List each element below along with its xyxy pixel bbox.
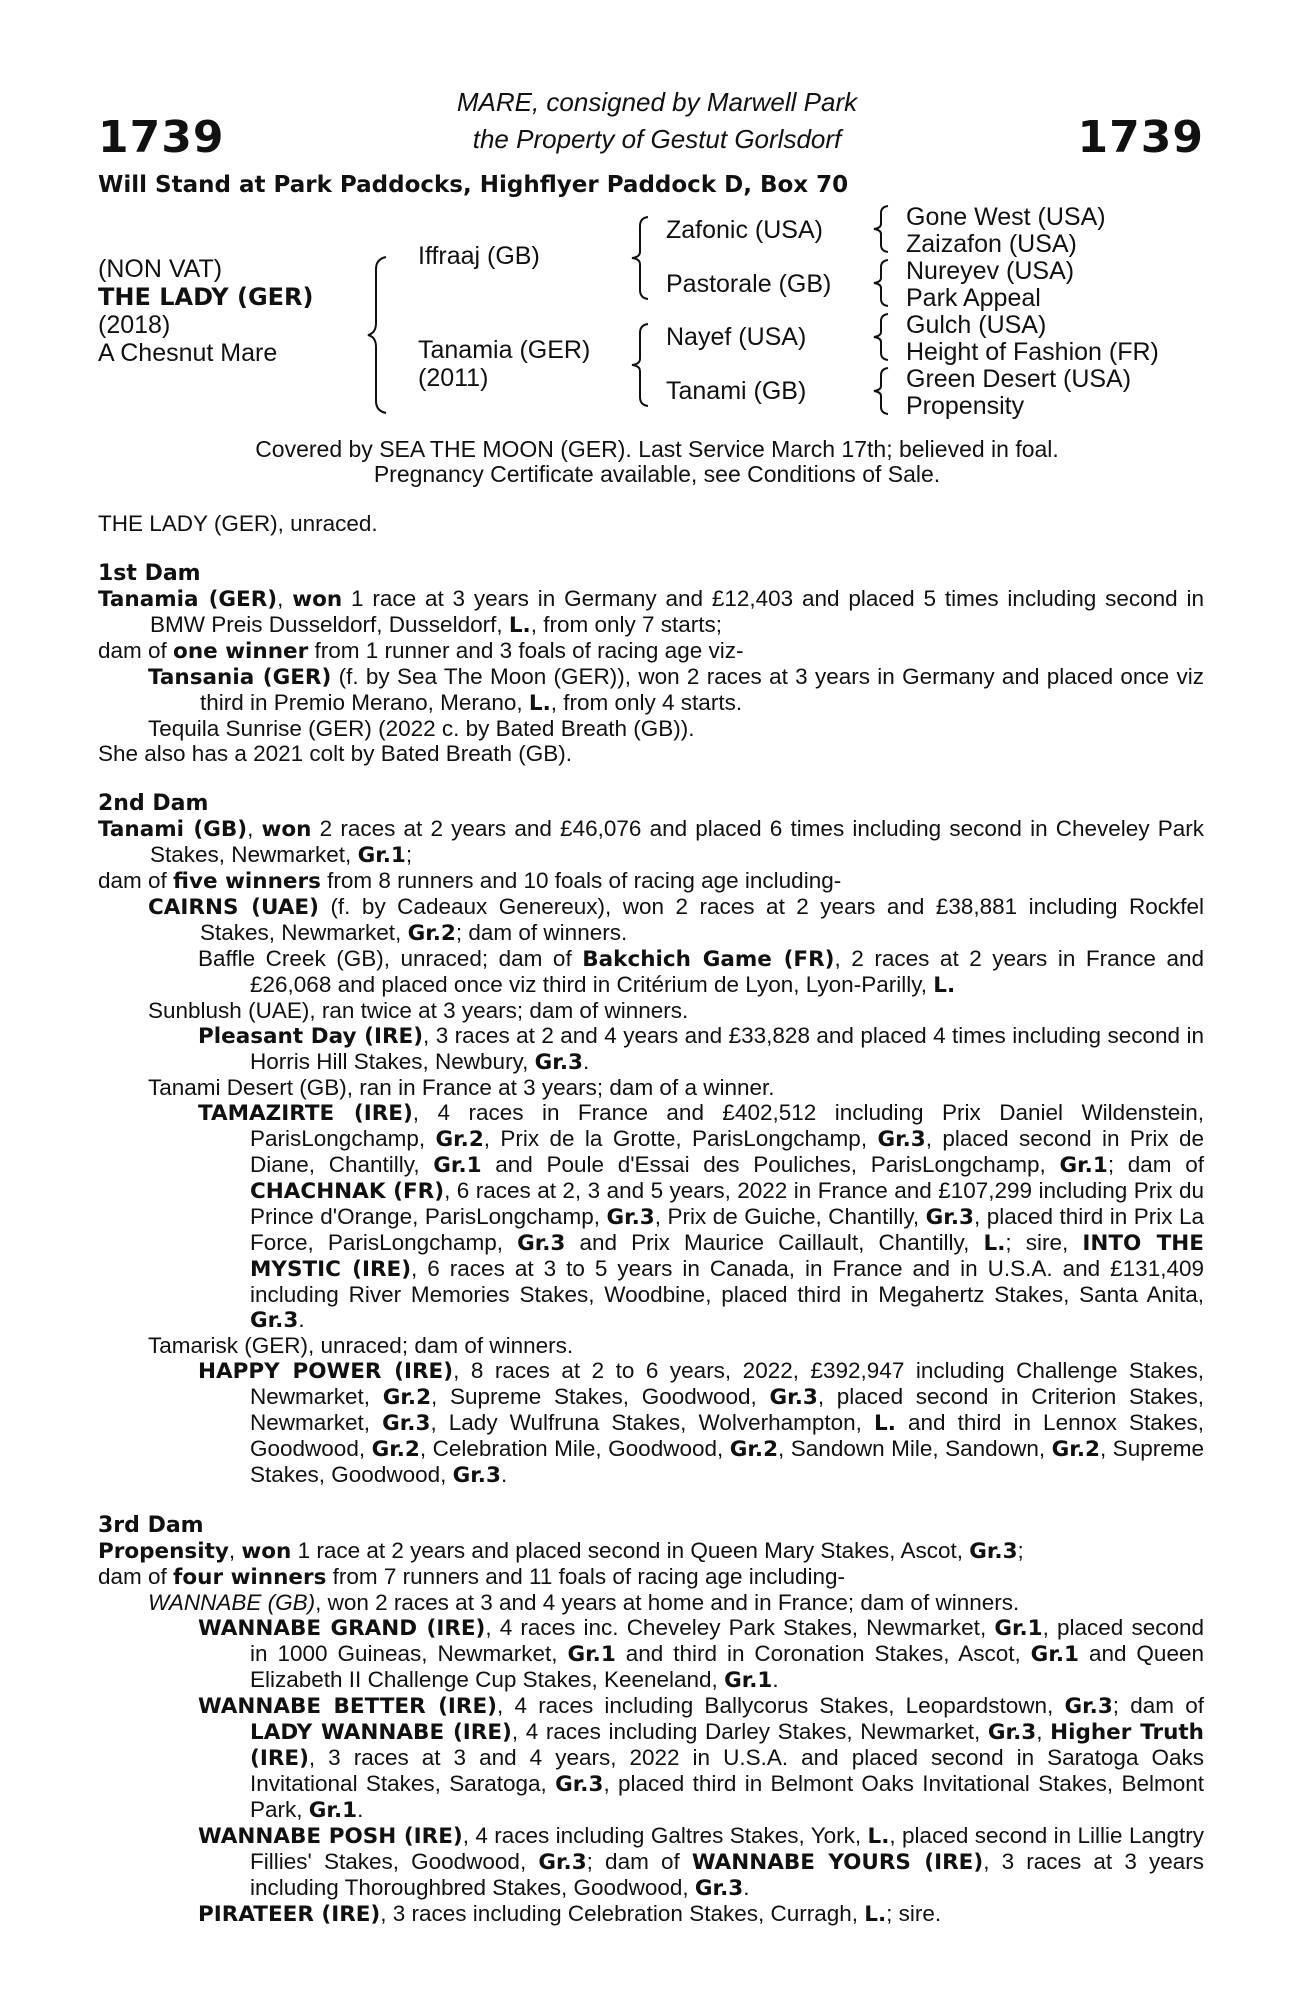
vat-status: (NON VAT) — [98, 255, 223, 283]
dam-dam: Tanami (GB) — [666, 377, 807, 405]
pedigree-brace-g3-2 — [872, 258, 892, 308]
first-dam-produce-summary: dam of one winner from 1 runner and 3 foals of racing age viz- — [98, 638, 744, 664]
horse-year: (2018) — [98, 311, 171, 339]
consignment-line-2: the Property of Gestut Gorlsdorf — [472, 124, 842, 154]
third-dam-wannabe-posh: WANNABE POSH (IRE), 4 races including Galtres Stakes, York, L., placed second in Lillie Langtry Fillies' Stakes, Goodwood, Gr.3; dam of WANNABE YOURS (IRE), 3 races at 3 years including Thoroughbred Stakes, Goodwood, Gr.3. — [198, 1823, 1204, 1901]
second-dam-tamazirte: TAMAZIRTE (IRE), 4 races in France and £402,512 including Prix Daniel Wildenstein, ParisLongchamp, Gr.2, Prix de la Grotte, ParisLongchamp, Gr.3, placed second in Prix de Diane, Chantilly, Gr.1 and Poule d'Essai des Pouliches, ParisLongchamp, Gr.1; dam of CHACHNAK (FR), 6 races at 2, 3 and 5 years, 2022 in France and £107,299 including Prix du Prince d'Orange, ParisLongchamp, Gr.3, Prix de Guiche, Chantilly, Gr.3, placed third in Prix La Force, ParisLongchamp, Gr.3 and Prix Maurice Caillault, Chantilly, L.; sire, INTO THE MYSTIC (IRE), 6 races at 3 to 5 years in Canada, in France and in U.S.A. and £131,409 including River Memories Stakes, Woodbine, placed third in Megahertz Stakes, Santa Anita, Gr.3. — [198, 1100, 1205, 1333]
lot-number-left: 1739 — [98, 112, 225, 163]
covering-line-1: Covered by SEA THE MOON (GER). Last Service March 17th; believed in foal. — [255, 436, 1059, 462]
second-dam-pleasant-day: Pleasant Day (IRE), 3 races at 2 and 4 years and £33,828 and placed 4 times including second in Horris Hill Stakes, Newbury, Gr.3. — [198, 1023, 1204, 1075]
second-dam-produce-summary: dam of five winners from 8 runners and 10 foals of racing age including- — [98, 868, 842, 894]
g4-5: Gulch (USA) — [906, 311, 1047, 339]
sire-dam: Pastorale (GB) — [666, 270, 832, 298]
third-dam-produce-summary: dam of four winners from 7 runners and 11 foals of racing age including- — [98, 1564, 846, 1590]
first-dam-heading: 1st Dam — [98, 561, 201, 586]
third-dam-wannabe: WANNABE (GB), won 2 races at 3 and 4 years at home and in France; dam of winners. — [148, 1590, 1020, 1615]
second-dam-tanami-desert: Tanami Desert (GB), ran in France at 3 years; dam of a winner. — [148, 1075, 775, 1100]
pedigree-brace-sire — [630, 215, 654, 301]
dam-year: (2011) — [418, 364, 489, 392]
first-dam-offspring-1: Tansania (GER) (f. by Sea The Moon (GER)), won 2 races at 3 years in Germany and placed once viz third in Premio Merano, Merano, L., from only 4 starts. — [148, 664, 1204, 716]
g4-2: Zaizafon (USA) — [906, 230, 1077, 258]
second-dam-happy-power: HAPPY POWER (IRE), 8 races at 2 to 6 years, 2022, £392,947 including Challenge Stakes, Newmarket, Gr.2, Supreme Stakes, Goodwood, Gr.3, placed second in Criterion Stakes, Newmarket, Gr.3, Lady Wulfruna Stakes, Wolverhampton, L. and third in Lennox Stakes, Goodwood, Gr.2, Celebration Mile, Goodwood, Gr.2, Sandown Mile, Sandown, Gr.2, Supreme Stakes, Goodwood, Gr.3. — [198, 1358, 1205, 1488]
horse-name: THE LADY (GER) — [98, 283, 314, 311]
dam-sire: Nayef (USA) — [666, 323, 807, 351]
second-dam-sunblush: Sunblush (UAE), ran twice at 3 years; dam of winners. — [148, 998, 689, 1023]
first-dam-also: She also has a 2021 colt by Bated Breath (GB). — [98, 741, 573, 766]
second-dam-record: Tanami (GB), won 2 races at 2 years and £46,076 and placed 6 times including second in Cheveley Park Stakes, Newmarket, Gr.1; — [98, 816, 1204, 868]
g4-1: Gone West (USA) — [906, 203, 1106, 231]
second-dam-cairns: CAIRNS (UAE) (f. by Cadeaux Genereux), won 2 races at 2 years and £38,881 including Rockfel Stakes, Newmarket, Gr.2; dam of winners. — [148, 894, 1204, 946]
pedigree-brace-dam — [630, 322, 654, 408]
pedigree-brace-g3-3 — [872, 312, 892, 362]
third-dam-wannabe-better: WANNABE BETTER (IRE), 4 races including Ballycorus Stakes, Leopardstown, Gr.3; dam of LADY WANNABE (IRE), 4 races including Darley Stakes, Newmarket, Gr.3, Higher Truth (IRE), 3 races at 3 and 4 years, 2022 in U.S.A. and placed second in Saratoga Oaks Invitational Stakes, Saratoga, Gr.3, placed third in Belmont Oaks Invitational Stakes, Belmont Park, Gr.1. — [198, 1693, 1204, 1823]
lot-number-right: 1739 — [1077, 112, 1204, 163]
third-dam-wannabe-grand: WANNABE GRAND (IRE), 4 races inc. Cheveley Park Stakes, Newmarket, Gr.1, placed second in 1000 Guineas, Newmarket, Gr.1 and third in Coronation Stakes, Ascot, Gr.1 and Queen Elizabeth II Challenge Cup Stakes, Keeneland, Gr.1. — [198, 1615, 1204, 1693]
first-dam-name: Tanamia (GER) — [98, 587, 278, 612]
g4-6: Height of Fashion (FR) — [906, 338, 1159, 366]
g4-8: Propensity — [906, 392, 1025, 420]
g4-3: Nureyev (USA) — [906, 257, 1075, 285]
sire-name: Iffraaj (GB) — [418, 242, 540, 270]
third-dam-pirateer: PIRATEER (IRE), 3 races including Celebration Stakes, Curragh, L.; sire. — [198, 1901, 942, 1927]
dam-name: Tanamia (GER) — [418, 336, 591, 364]
first-dam-record: Tanamia (GER), won 1 race at 3 years in Germany and £12,403 and placed 5 times including second in BMW Preis Dusseldorf, Dusseldorf, L., from only 7 starts; — [98, 586, 1204, 638]
consignment-line-1: MARE, consigned by Marwell Park — [456, 87, 858, 117]
covering-line-2: Pregnancy Certificate available, see Conditions of Sale. — [373, 461, 941, 487]
pedigree-brace-g3-1 — [872, 204, 892, 254]
second-dam-baffle-creek: Baffle Creek (GB), unraced; dam of Bakchich Game (FR), 2 races at 2 years in France and £26,068 and placed once viz third in Critérium de Lyon, Lyon-Parilly, L. — [198, 946, 1205, 998]
second-dam-tamarisk: Tamarisk (GER), unraced; dam of winners. — [148, 1333, 574, 1358]
g4-4: Park Appeal — [906, 284, 1041, 312]
second-dam-heading: 2nd Dam — [98, 791, 209, 816]
pedigree-brace-g3-4 — [872, 366, 892, 416]
g4-7: Green Desert (USA) — [906, 365, 1132, 393]
third-dam-record: Propensity, won 1 race at 2 years and placed second in Queen Mary Stakes, Ascot, Gr.3; — [98, 1538, 1024, 1564]
consignment-header — [0, 84, 1314, 158]
third-dam-heading: 3rd Dam — [98, 1513, 204, 1538]
catalogue-body — [98, 511, 1204, 1927]
own-record: THE LADY (GER), unraced. — [98, 511, 378, 536]
pedigree-brace-main — [366, 255, 394, 415]
sire-sire: Zafonic (USA) — [666, 216, 823, 244]
horse-description: A Chesnut Mare — [98, 339, 278, 367]
first-dam-offspring-2: Tequila Sunrise (GER) (2022 c. by Bated Breath (GB)). — [148, 716, 695, 741]
stand-location: Will Stand at Park Paddocks, Highflyer Paddock D, Box 70 — [98, 172, 849, 198]
